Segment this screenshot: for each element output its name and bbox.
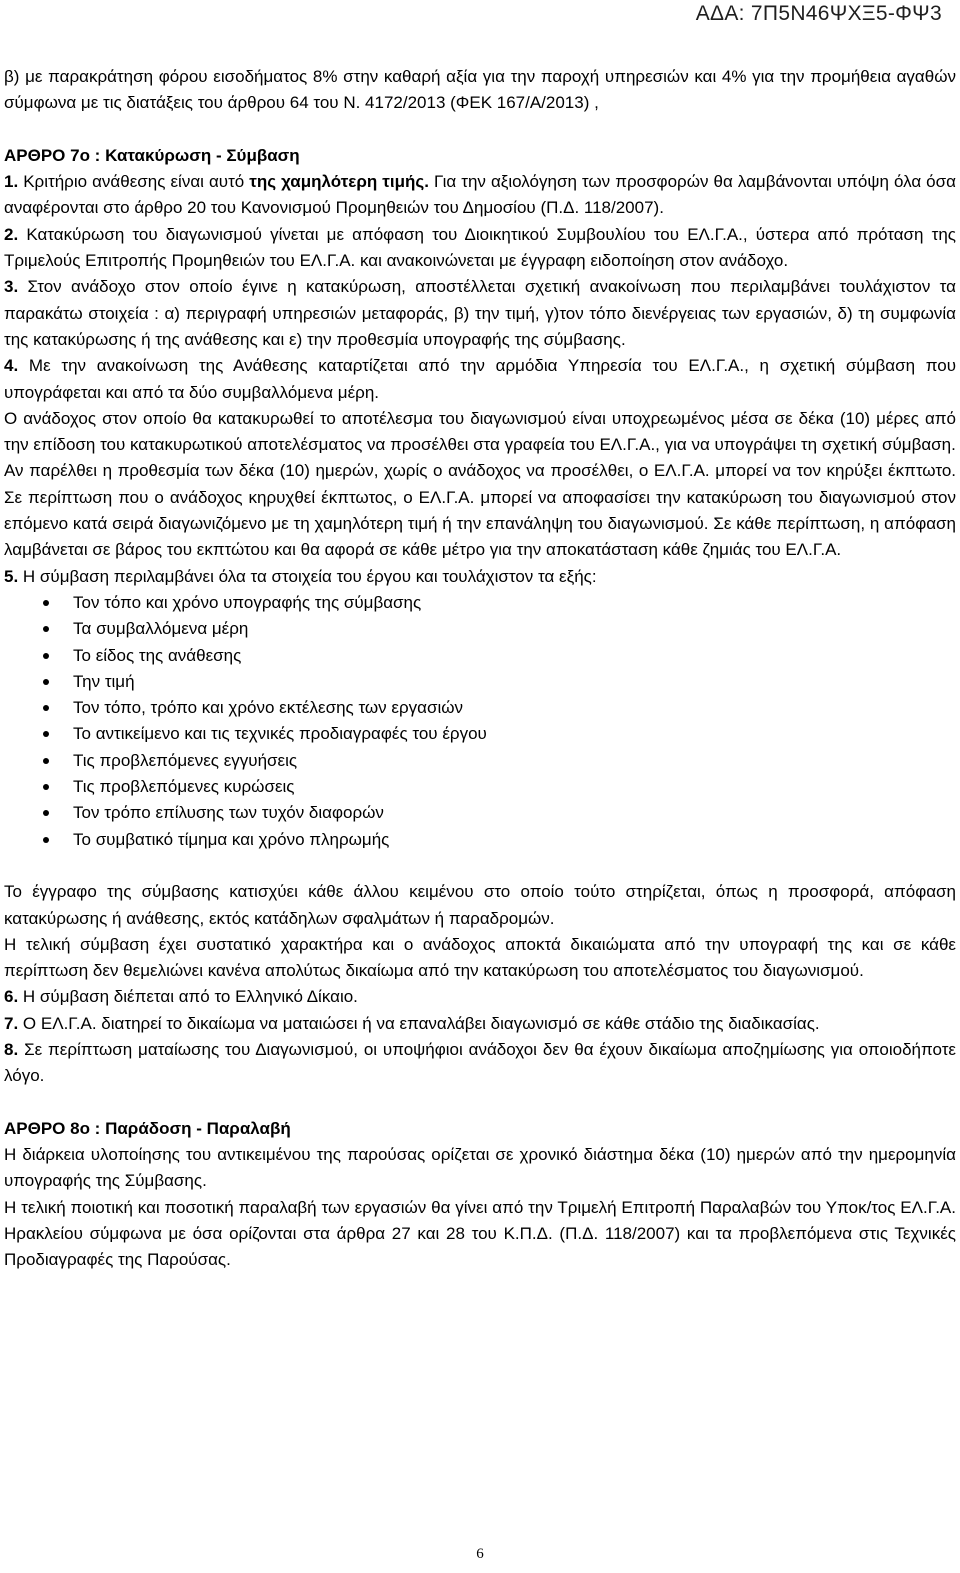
list-item: Τον τρόπο επίλυσης των τυχόν διαφορών [4,800,956,826]
paragraph-final-contract: Η τελική σύμβαση έχει συστατικό χαρακτήρα και ο ανάδοχος αποκτά δικαιώματα από την υπογραφή της και σε κάθε περίπτωση δεν θεμελιώνει κανένα απολύτως δικαίωμα από την κατακύρωση του αποτελέσματος του διαγωνισμού. [4,934,956,981]
page-number: 6 [476,1546,484,1562]
clause-8: 8. Σε περίπτωση ματαίωσης του Διαγωνισμού, οι υποψήφιοι ανάδοχοι δεν θα έχουν δικαίωμα αποζημίωσης για οποιοδήποτε λόγο. [4,1039,956,1086]
article-7-title: ΑΡΘΡΟ 7ο : Κατακύρωση - Σύμβαση [4,145,300,165]
paragraph-obligation: Ο ανάδοχος στον οποίο θα κατακυρωθεί το αποτέλεσμα του διαγωνισμού είναι υποχρεωμένος μέσα σε δέκα (10) μέρες από την επίδοση του κατακυρωτικού αποτελέσματος να προσέλθει στα γραφεία του ΕΛ.Γ.Α., για να υπογράψει τη σχετική σύμβαση. [4,408,956,455]
clause-2: 2. Κατακύρωση του διαγωνισμού γίνεται με απόφαση του Διοικητικού Συμβουλίου του ΕΛ.Γ.Α., ύστερα από πρόταση της Τριμελούς Επιτροπής Προμηθειών του ΕΛ.Γ.Α. και ανακοινώνεται με έγγραφη ειδοποίηση στον ανάδοχο. [4,224,956,271]
list-item: Το συμβατικό τίμημα και χρόνο πληρωμής [4,827,956,853]
ada-header: ΑΔΑ: 7Π5Ν46ΨΧΞ5-ΦΨ3 [695,2,942,25]
clause-7: 7. Ο ΕΛ.Γ.Α. διατηρεί το δικαίωμα να ματαιώσει ή να επαναλάβει διαγωνισμό σε κάθε στάδιο της διαδικασίας. [4,1013,820,1033]
clause-4: 4. Με την ανακοίνωση της Ανάθεσης καταρτίζεται από την αρμόδια Υπηρεσία του ΕΛ.Γ.Α., η σχετική σύμβαση που υπογράφεται και από τα δύο συμβαλλόμενα μέρη. [4,356,956,402]
list-item: Το είδος της ανάθεσης [4,643,956,669]
list-item: Την τιμή [4,669,956,695]
list-item: Τις προβλεπόμενες κυρώσεις [4,774,956,800]
article-8-paragraph-1: Η διάρκεια υλοποίησης του αντικειμένου της παρούσας ορίζεται σε χρονικό διάστημα δέκα (10) ημερών από την ημερομηνία υπογραφής της Σύμβασης. [4,1145,956,1191]
clause-5: 5. Η σύμβαση περιλαμβάνει όλα τα στοιχεία του έργου και τουλάχιστον τα εξής: [4,566,597,586]
article-8-paragraph-2: Η τελική ποιοτική και ποσοτική παραλαβή των εργασιών θα γίνει από την Τριμελή Επιτροπή Παραλαβών του Υποκ/τος ΕΛ.Γ.Α. Ηρακλείου σύμφωνα με όσα ορίζονται στα άρθρα 27 και 28 του Κ.Π.Δ. (Π.Δ. 118/2007) και τα προβλεπόμενα στις Τεχνικές Προδιαγραφές της Παρούσας. [4,1197,956,1270]
clause-1: 1. Κριτήριο ανάθεσης είναι αυτό της χαμηλότερη τιμής. Για την αξιολόγηση των προσφορών θα λαμβάνονται υπόψη όλα όσα αναφέρονται στο άρθρο 20 του Κανονισμού Προμηθειών του Δημοσίου (Π.Δ. 118/2007). [4,172,956,218]
list-item: Τον τόπο, τρόπο και χρόνο εκτέλεσης των εργασιών [4,695,956,721]
list-item: Τις προβλεπόμενες εγγυήσεις [4,748,956,774]
document-body [4,64,956,1274]
clause-6: 6. Η σύμβαση διέπεται από το Ελληνικό Δίκαιο. [4,987,358,1007]
paragraph-written-contract: Το έγγραφο της σύμβασης κατισχύει κάθε άλλου κειμένου στο οποίο τούτο στηρίζεται, όπως η προσφορά, απόφαση κατακύρωσης ή ανάθεσης, εκτός κατάδηλων σφαλμάτων ή παραδρομών. [4,882,956,928]
clause-3: 3. Στον ανάδοχο στον οποίο έγινε η κατακύρωση, αποστέλλεται σχετική ανακοίνωση που περιλαμβάνει τουλάχιστον τα παρακάτω στοιχεία : α) περιγραφή υπηρεσιών μεταφοράς, β) την τιμή, γ)τον τόπο διενέργειας των εργασιών, δ) τη συμφωνία της κατακύρωσης ή της ανάθεσης και ε) την προθεσμία υπογραφής της σύμβασης. [4,277,956,349]
list-item: Τον τόπο και χρόνο υπογραφής της σύμβασης [4,590,956,616]
article-8-title: ΑΡΘΡΟ 8ο : Παράδοση - Παραλαβή [4,1118,291,1138]
contract-contents-list [4,590,956,853]
list-item: Τα συμβαλλόμενα μέρη [4,616,956,642]
list-item: Το αντικείμενο και τις τεχνικές προδιαγραφές του έργου [4,721,956,747]
paragraph-deadline: Αν παρέλθει η προθεσμία των δέκα (10) ημερών, χωρίς ο ανάδοχος να προσέλθει, ο ΕΛ.Γ.Α. μπορεί να τον κηρύξει έκπτωτο. Σε περίπτωση που ο ανάδοχος κηρυχθεί έκπτωτος, ο ΕΛ.Γ.Α. μπορεί να αποφασίσει την κατακύρωση του διαγωνισμού στον επόμενο κατά σειρά διαγωνιζόμενο με τη χαμηλότερη τιμή ή την επανάληψη του διαγωνισμού. Σε κάθε περίπτωση, η απόφαση λαμβάνεται σε βάρος του εκπτώτου και θα αφορά σε κάθε μέτρο για την αποκατάσταση κάθε ζημιάς του ΕΛ.Γ.Α. [4,461,956,560]
paragraph-tax-withholding: β) με παρακράτηση φόρου εισοδήματος 8% στην καθαρή αξία για την παροχή υπηρεσιών και 4% για την προμήθεια αγαθών σύμφωνα με τις διατάξεις του άρθρου 64 του Ν. 4172/2013 (ΦΕΚ 167/Α/2013) , [4,67,956,113]
